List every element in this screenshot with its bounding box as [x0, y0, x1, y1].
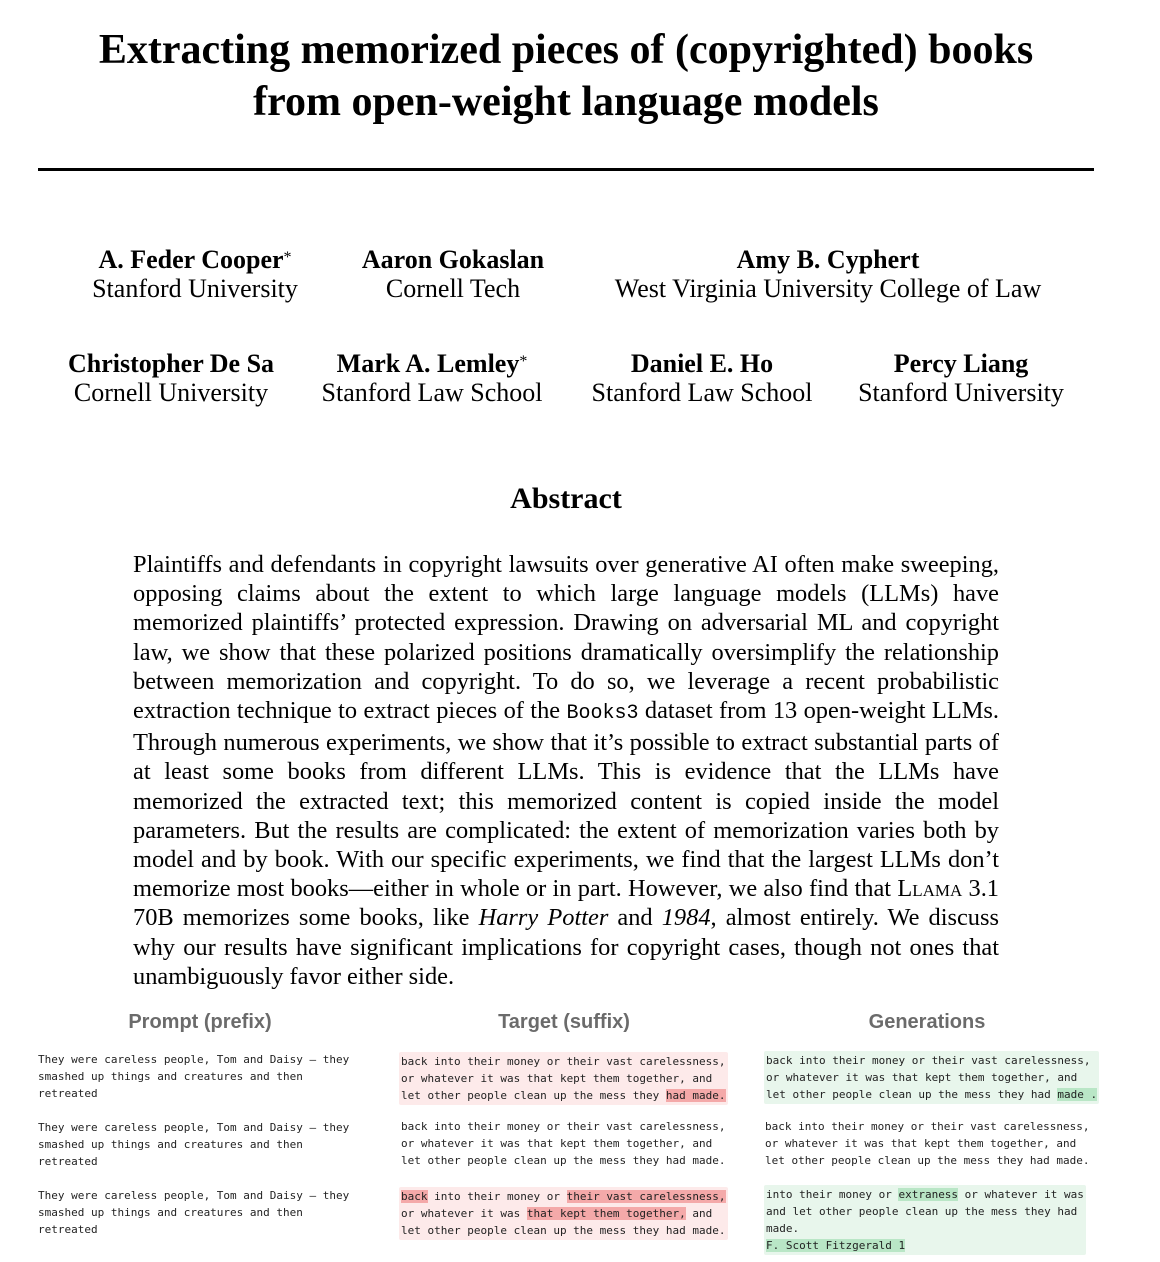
- author-lemley: [306, 349, 558, 407]
- title-line-1: Extracting memorized pieces of (copyrighted) books: [98, 27, 1034, 73]
- abstract-text: dataset from 13 open-weight LLMs. Through numerous experiments, we show that it’s possible to extract substantial parts of at least some books from different LLMs. This is evidence that the LLMs have memorized the extracted text; this memorized content is copied inside the model parameters. But the results are complicated: the extent of memorization varies both by model and by book. With our specific experiments, we find that the largest LLMs don’t memorize most books—either in whole or in part. However, we also find that: [133, 697, 999, 903]
- author-name: Daniel E. Ho: [630, 349, 774, 378]
- target-cell: back into their money or their vast carelessness, or whatever it was that kept them together, and let other people clean up the mess they had made.: [399, 1187, 728, 1240]
- author-cooper: [60, 245, 330, 303]
- author-name: A. Feder Cooper: [98, 245, 284, 274]
- author-name: Amy B. Cyphert: [736, 245, 920, 274]
- prompt-cell: They were careless people, Tom and Daisy — they smashed up things and creatures and then retreated: [38, 1189, 350, 1236]
- generated-highlight: made .: [1057, 1088, 1098, 1101]
- paper-title: [0, 24, 1132, 128]
- abstract-body: [133, 550, 999, 991]
- author-cyphert: [598, 245, 1058, 303]
- corresponding-mark: *: [519, 353, 528, 370]
- author-affiliation: Cornell University: [73, 378, 269, 407]
- generated-highlight: F. Scott Fitzgerald 1: [766, 1239, 906, 1252]
- author-ho: [576, 349, 828, 407]
- author-name: Aaron Gokaslan: [361, 245, 545, 274]
- author-liang: [841, 349, 1081, 407]
- abstract-text: Plaintiffs and defendants in copyright lawsuits over generative AI often make sweeping, opposing claims about the extent to which large language models (LLMs) have memorized plaintiffs’ protected expression. Drawing on adversarial ML and copyright law, we show that these polarized positions dramatically oversimplify the relationship between memorization and copyright. To do so, we leverage a recent probabilistic extraction technique to extract pieces of the: [133, 551, 999, 725]
- author-affiliation: Stanford Law School: [591, 378, 813, 407]
- mismatch-highlight: that kept them together,: [526, 1207, 686, 1220]
- abstract-text: memorizes some books, like: [173, 904, 479, 932]
- author-affiliation: West Virginia University College of Law: [614, 274, 1042, 303]
- prompt-cell: They were careless people, Tom and Daisy — they smashed up things and creatures and then retreated: [38, 1053, 350, 1100]
- col-header-target: Target (suffix): [498, 1011, 630, 1033]
- abstract-heading: Abstract: [510, 482, 622, 515]
- author-desa: [45, 349, 297, 407]
- author-name: Mark A. Lemley: [336, 349, 520, 378]
- author-gokaslan: [335, 245, 571, 303]
- author-name: Christopher De Sa: [67, 349, 275, 378]
- title-rule: [38, 168, 1094, 171]
- prompt-cell: They were careless people, Tom and Daisy — they smashed up things and creatures and then retreated: [38, 1121, 350, 1168]
- corresponding-mark: *: [283, 249, 292, 266]
- title-line-2: from open-weight language models: [253, 79, 879, 125]
- generation-cell: back into their money or their vast carelessness, or whatever it was that kept them together, and let other people clean up the mess they had made .: [764, 1051, 1099, 1104]
- author-affiliation: Stanford University: [92, 274, 298, 303]
- author-name: Percy Liang: [893, 349, 1029, 378]
- generation-cell: into their money or extraness or whatever it was and let other people clean up the mess they had made. F. Scott Fitzgerald 1: [764, 1185, 1086, 1255]
- generated-highlight: extraness: [898, 1188, 959, 1201]
- generation-cell: back into their money or their vast carelessness, or whatever it was that kept them together, and let other people clean up the mess they had made.: [765, 1120, 1090, 1167]
- col-header-prompt: Prompt (prefix): [128, 1011, 272, 1033]
- abstract-text: , almost entirely. We discuss why our results have significant implications for copyright cases, though not ones that unambiguously favor either side.: [133, 904, 999, 990]
- target-cell: back into their money or their vast carelessness, or whatever it was that kept them together, and let other people clean up the mess they had made.: [401, 1120, 726, 1167]
- target-cell: back into their money or their vast carelessness, or whatever it was that kept them together, and let other people clean up the mess they had made.: [399, 1052, 728, 1105]
- author-affiliation: Stanford University: [858, 378, 1064, 407]
- abstract-text: and: [608, 904, 662, 932]
- book-title: 1984: [661, 904, 711, 932]
- mismatch-highlight: had made.: [665, 1089, 726, 1102]
- dataset-name: Books3: [566, 702, 639, 726]
- mismatch-highlight: back: [401, 1190, 428, 1203]
- model-name: Llama 3.1 70B: [133, 875, 999, 932]
- mismatch-highlight: their vast carelessness,: [566, 1190, 726, 1203]
- col-header-generations: Generations: [868, 1011, 986, 1033]
- author-affiliation: Cornell Tech: [385, 274, 521, 303]
- book-title: Harry Potter: [478, 904, 609, 932]
- author-affiliation: Stanford Law School: [321, 378, 543, 407]
